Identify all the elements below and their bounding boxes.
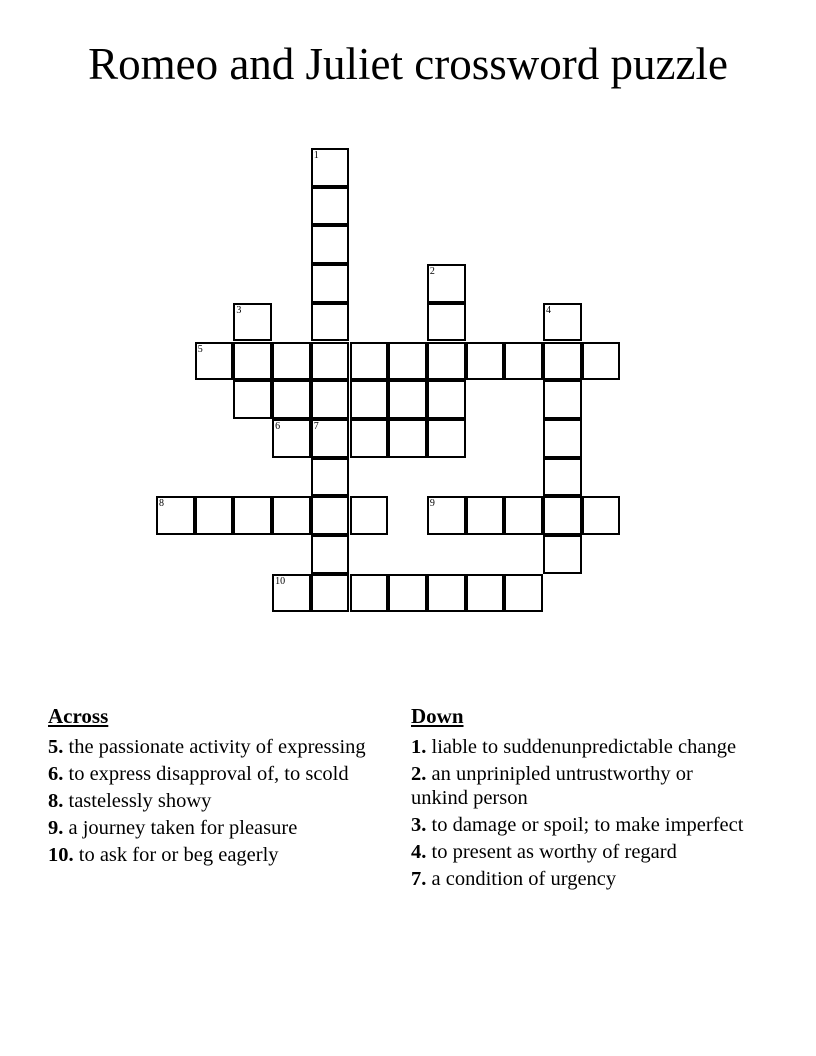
- clue-text: a journey taken for pleasure: [68, 817, 298, 839]
- clue-item: [411, 867, 751, 891]
- grid-cell[interactable]: [388, 380, 427, 419]
- cell-number: 4: [546, 304, 551, 316]
- grid-cell[interactable]: [427, 380, 466, 419]
- grid-cell[interactable]: [543, 458, 582, 497]
- grid-cell[interactable]: [350, 496, 389, 535]
- grid-cell[interactable]: [582, 342, 621, 381]
- clue-text: a condition of urgency: [431, 868, 617, 890]
- clue-text: liable to suddenunpredictable change: [431, 736, 737, 758]
- clue-text: to express disapproval of, to scold: [68, 763, 349, 785]
- grid-cell[interactable]: [311, 496, 350, 535]
- grid-cell[interactable]: [466, 342, 505, 381]
- grid-cell[interactable]: [350, 574, 389, 613]
- grid-cell[interactable]: [195, 342, 234, 381]
- clue-item: [48, 843, 378, 867]
- grid-cell[interactable]: [504, 496, 543, 535]
- grid-cell[interactable]: [427, 342, 466, 381]
- grid-cell[interactable]: [156, 496, 195, 535]
- clue-text: to damage or spoil; to make imperfect: [431, 814, 744, 836]
- grid-cell[interactable]: [466, 574, 505, 613]
- grid-cell[interactable]: [427, 574, 466, 613]
- grid-cell[interactable]: [272, 419, 311, 458]
- grid-cell[interactable]: [543, 380, 582, 419]
- grid-cell[interactable]: [543, 419, 582, 458]
- grid-cell[interactable]: [427, 496, 466, 535]
- across-heading: Across: [48, 704, 109, 728]
- grid-cell[interactable]: [272, 496, 311, 535]
- grid-cell[interactable]: [311, 535, 350, 574]
- clue-text: to present as worthy of regard: [431, 841, 677, 863]
- grid-cell[interactable]: [543, 496, 582, 535]
- grid-cell[interactable]: [388, 574, 427, 613]
- clue-item: [411, 813, 751, 837]
- clue-number: 4.: [411, 841, 427, 863]
- clue-number: 7.: [411, 868, 427, 890]
- clue-text: to ask for or beg eagerly: [78, 844, 279, 866]
- clue-text: tastelessly showy: [68, 790, 212, 812]
- clue-number: 2.: [411, 763, 427, 785]
- grid-cell[interactable]: [350, 342, 389, 381]
- clue-item: [48, 762, 378, 786]
- grid-cell[interactable]: [504, 574, 543, 613]
- grid-cell[interactable]: [311, 380, 350, 419]
- across-clues: [48, 703, 378, 870]
- cell-number: 10: [275, 575, 286, 587]
- grid-cell[interactable]: [582, 496, 621, 535]
- cell-number: 6: [275, 420, 281, 432]
- grid-cell[interactable]: [311, 458, 350, 497]
- grid-cell[interactable]: [388, 342, 427, 381]
- grid-cell[interactable]: [272, 574, 311, 613]
- clue-text: an unprinipled untrustworthy or unkind person: [411, 763, 693, 809]
- grid-cell[interactable]: [311, 303, 350, 342]
- grid-cell[interactable]: [543, 535, 582, 574]
- clue-number: 5.: [48, 736, 64, 758]
- clue-number: 6.: [48, 763, 64, 785]
- grid-cell[interactable]: [543, 303, 582, 342]
- clue-item: [411, 840, 751, 864]
- clue-number: 3.: [411, 814, 427, 836]
- clue-number: 10.: [48, 844, 74, 866]
- cell-number: 2: [429, 266, 435, 278]
- grid-cell[interactable]: [311, 264, 350, 303]
- cell-number: 1: [313, 150, 319, 161]
- grid-cell[interactable]: [311, 419, 350, 458]
- puzzle-title: Romeo and Juliet crossword puzzle: [88, 39, 728, 89]
- clue-number: 1.: [411, 736, 427, 758]
- grid-cell[interactable]: [233, 342, 272, 381]
- grid-cell[interactable]: [427, 419, 466, 458]
- grid-cell[interactable]: [311, 148, 350, 187]
- grid-cell[interactable]: [350, 380, 389, 419]
- cell-number: 5: [197, 343, 203, 355]
- cell-number: 3: [236, 304, 242, 316]
- grid-cell[interactable]: [195, 496, 234, 535]
- cell-number: 7: [313, 420, 319, 432]
- grid-cell[interactable]: [311, 342, 350, 381]
- clue-item: [411, 735, 751, 759]
- grid-cell[interactable]: [233, 303, 272, 342]
- grid-cell[interactable]: [311, 225, 350, 264]
- grid-cell[interactable]: [311, 187, 350, 226]
- grid-cell[interactable]: [311, 574, 350, 613]
- grid-cell[interactable]: [272, 342, 311, 381]
- grid-cell[interactable]: [543, 342, 582, 381]
- clue-item: [48, 816, 378, 840]
- clue-item: [411, 762, 751, 810]
- clue-text: the passionate activity of expressing: [68, 736, 366, 758]
- down-heading: Down: [411, 704, 464, 728]
- grid-cell[interactable]: [427, 264, 466, 303]
- grid-cell[interactable]: [233, 380, 272, 419]
- grid-cell[interactable]: [272, 380, 311, 419]
- down-clues: [411, 703, 751, 894]
- grid-cell[interactable]: [388, 419, 427, 458]
- cell-number: 9: [429, 498, 435, 510]
- grid-cell[interactable]: [504, 342, 543, 381]
- clue-item: [48, 789, 378, 813]
- cell-number: 8: [159, 498, 164, 510]
- grid-cell[interactable]: [233, 496, 272, 535]
- clue-number: 8.: [48, 790, 64, 812]
- grid-cell[interactable]: [350, 419, 389, 458]
- grid-cell[interactable]: [427, 303, 466, 342]
- clue-item: [48, 735, 378, 759]
- grid-cell[interactable]: [466, 496, 505, 535]
- clue-number: 9.: [48, 817, 64, 839]
